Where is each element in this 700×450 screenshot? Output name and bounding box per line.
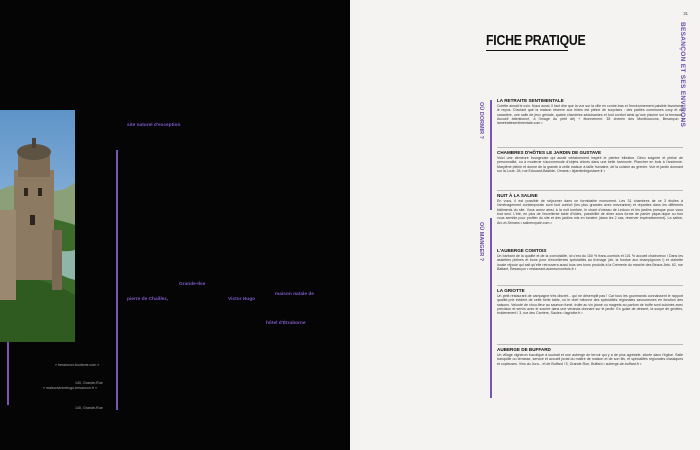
right-page	[350, 0, 700, 450]
label-pierre: pierre de Chaillez,	[127, 297, 169, 302]
caption-2: 140, Grande-Rue	[75, 381, 103, 385]
manger-rule	[490, 218, 492, 398]
entry-name: LA GRIOTTE	[497, 288, 525, 293]
entry-separator	[497, 285, 683, 286]
tab-manger: OÙ MANGER ?	[478, 222, 484, 262]
entry-name: L'AUBERGE COMTOIS	[497, 248, 547, 253]
title-underline	[486, 50, 568, 51]
caption-1: « besancon-tourisme.com »	[55, 363, 100, 367]
entry-text: Un barbant de la qualité et de la convivialité, ici c'est du 100 % franc-comtois et 101 % accueil chaleureux ! Dans les assiettes pleines et bons pour d'excellentes spécialités au fromage (ah, la fondue aux champignons !) et clairette locale réjouie qui sait qu'elle retrouvera aussi tous ces bons produits à la Crémerie du marché des Beaux-Arts. 62, rue Battant, Besançon • restaurant-aumeurcomtois.fr •	[497, 254, 683, 272]
right-vertical-title: BESANÇON ET SES ENVIRONS	[679, 22, 686, 128]
label-site: site naturel d'exception	[127, 123, 181, 128]
entry-name: LA RETRAITE SENTIMENTALE	[497, 98, 564, 103]
dormir-entry	[497, 150, 683, 173]
tab-dormir: OÙ DORMIR ?	[478, 102, 484, 139]
caption-3: « maisonvictorhugo.besancon.fr »	[43, 386, 97, 390]
dormir-entry	[497, 193, 683, 225]
entry-text: Voici une demeure bourgeoise qui aurait certainement inspiré le peintre tribuiton. Déco soignée et pleine de personnalité, ou à moderne s'accommode d'objets chinés dans une belle harmonie. Plancher en bois à l'ancienne. Maryléne pleine et donne de la grande à cette maison à taille humaine, de la cuisine au grenier. Vue et jardin donnant sur la Loue. 28, rue Edouard-Bastide, Ornans • lejardindegustave.fr •	[497, 156, 683, 174]
page-title: FICHE PRATIQUE	[486, 32, 586, 49]
page-number: 31	[683, 11, 688, 16]
entry-name: NUIT À LA SALINE	[497, 193, 538, 198]
label-grande-ilse: Grande-Ilse	[179, 282, 206, 287]
entry-separator	[497, 190, 683, 191]
manger-entry	[497, 288, 683, 316]
entry-text: En vous, il est possible de séjourner dans ce formidable monument. Les 31 chambres de ce 3 étoiles à l'aménagement contemporain sont tout confort (les plus grandes avec mezzanine) et réparties dans les différents bâtiments du site. Vous aurez ainsi, à la nuit tombée, le chant d'oiseau de Ledoux et les jardins presque pour vous tout seul. L'été, en plus de l'excellente table d'hôtes, possibilité de dîner sous forme de panier pique-nique ou bon vous semble pour profiter du site et des jardins mis en lumière (dans les 2 cas, réserver impérativement). La saline, Arc-et-Senans • salineroyale.com •	[497, 199, 683, 225]
citadel-photo-icon	[0, 110, 75, 342]
inner-vertical-rule	[116, 150, 118, 410]
entry-separator	[497, 147, 683, 148]
label-hotel: hôtel d'Étraborne	[266, 321, 306, 326]
entry-text: Colette aimait le coin. Nous aussi. Il faut dire que la vue sur la ville en contre-bas et l'environnement paisible favorisent le repos. D'autant que la maison réserve aux hôtes est pleine de surprises : des parties communes cosy et de caractère, une salle de jeux géniale, quatre chambres séduisantes et tout confort ainsi qu'une piscine sur la terrasse. Accueil attentionné, à l'image du petit déj + étonnement. 35 chemin des Montboucons, Besançon • lametraitesentimentale.com •	[497, 104, 684, 126]
manger-entry	[497, 347, 683, 366]
entry-separator	[497, 344, 683, 345]
citadel-photo	[0, 110, 75, 342]
label-maison: maison natale de	[275, 292, 314, 297]
entry-name: AUBERGE DE BUFFARD	[497, 347, 551, 352]
dormir-rule	[490, 100, 492, 210]
entry-name: CHAMBRES D'HÔTES LE JARDIN DE GUSTAVE	[497, 150, 602, 155]
entry-text: Un petit restaurant de campagne très discret... qui ne désemplit pas ! Car tous les gourmands connaissent le rapport qualité-prix évident de cette belle table, où le chef mitonne des spécialités régionales savoureuses en fonction des saisons. Velouté de chou-fleur au saumon fumé, truite au vin jaune ou magrets au parfum de truffe sont cuisinés avec précision et servis avec le sourire dans une véranda donnant sur le jardin. En guise de dessert, la soupe de griottes, évidemment ! 3, rue des Carriers, Saules • lagriotte.fr •	[497, 294, 683, 316]
caption-4: 140, Grande-Rue	[75, 406, 103, 410]
dormir-entry	[497, 98, 683, 126]
entry-text: Un village vigneron bucolique à souhait et une auberge de terroir qui y a de plus agréable, située dans l'église. Salle tranquille ou terrasse, service et accueil jovial du maître de maison et de son fils, et spécialités régionales classiques et copieuses. Vins du Jura... et de Buffard ! 5, Grande-Rue, Buffard • auberge-de-buffard.fr •	[497, 353, 683, 366]
manger-entry	[497, 248, 683, 271]
label-victor: Victor Hugo	[228, 297, 256, 302]
